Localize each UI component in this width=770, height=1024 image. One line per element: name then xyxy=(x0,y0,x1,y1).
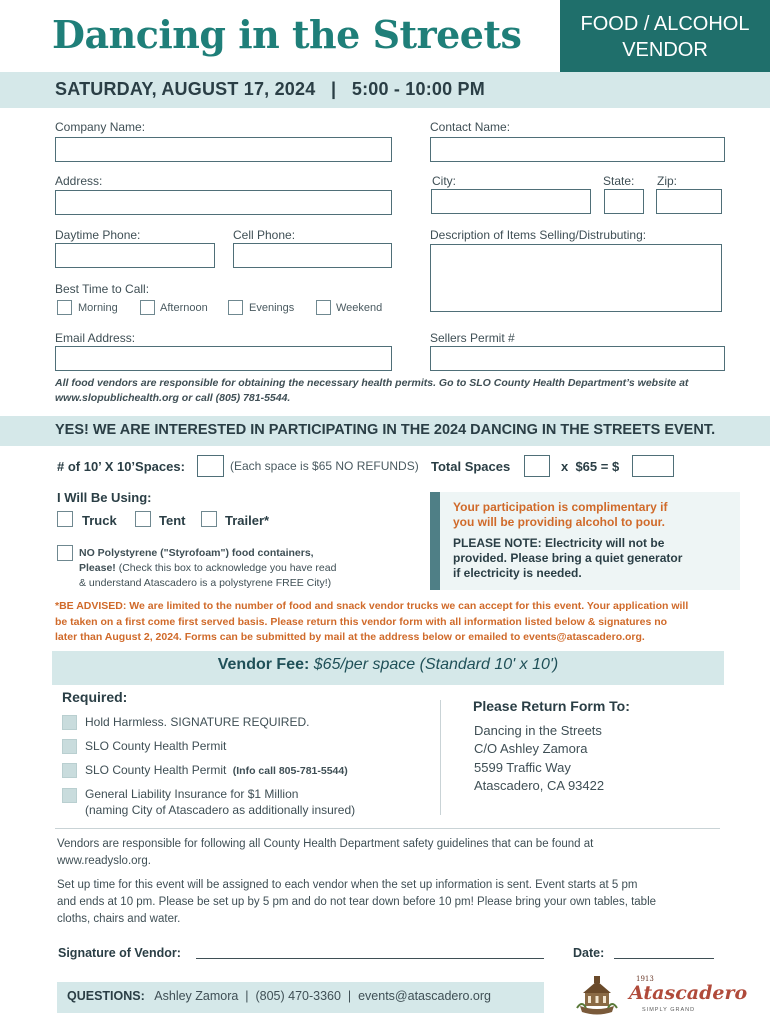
daytime-phone-label: Daytime Phone: xyxy=(55,228,141,242)
electric-line-2: provided. Please bring a quiet generator xyxy=(453,551,683,565)
guidelines-paragraph xyxy=(57,836,727,870)
city-label: City: xyxy=(432,174,456,188)
styrofoam-line-1: NO Polystyrene ("Styrofoam") food containers, xyxy=(79,547,314,559)
styrofoam-please: Please! xyxy=(79,562,116,574)
zip-label: Zip: xyxy=(657,174,678,188)
sellers-permit-field[interactable] xyxy=(430,346,725,371)
total-spaces-field[interactable] xyxy=(524,455,550,477)
address-field[interactable] xyxy=(55,190,392,215)
advised-line-2: be taken on a first come first served basis. Please return this vendor form with all information listed below & signatures no xyxy=(55,615,668,628)
date-line[interactable] xyxy=(614,958,714,959)
spaces-price-note: (Each space is $65 NO REFUNDS) xyxy=(230,459,419,473)
state-field[interactable] xyxy=(604,189,644,214)
return-title: Please Return Form To: xyxy=(473,698,630,714)
weekend-label: Weekend xyxy=(336,302,383,314)
cell-phone-label: Cell Phone: xyxy=(233,228,296,242)
using-label: I Will Be Using: xyxy=(57,490,152,505)
city-field[interactable] xyxy=(431,189,591,214)
questions-text xyxy=(67,989,491,1003)
trailer-label: Trailer* xyxy=(225,513,270,528)
zip-field[interactable] xyxy=(656,189,722,214)
health-permit-checkbox[interactable] xyxy=(62,739,77,754)
health-note-line-1: All food vendors are responsible for obtaining the necessary health permits. Go to SLO County Health Department’s website at xyxy=(55,377,689,389)
setup-paragraph xyxy=(57,877,727,928)
health-permit-2-checkbox[interactable] xyxy=(62,763,77,778)
guidelines-line-1: Vendors are responsible for following all County Health Department safety guidelines that can be found at xyxy=(57,838,594,850)
best-time-label: Best Time to Call: xyxy=(55,282,150,296)
spaces-count-field[interactable] xyxy=(197,455,224,477)
badge-line-1: FOOD / ALCOHOL xyxy=(580,13,750,35)
signature-label: Signature of Vendor: xyxy=(58,946,181,960)
evenings-label: Evenings xyxy=(249,302,295,314)
health-permit-note xyxy=(55,376,735,406)
afternoon-checkbox[interactable] xyxy=(140,300,155,315)
total-multiplier: x $65 = $ xyxy=(561,459,620,474)
trailer-checkbox[interactable] xyxy=(201,511,217,527)
date-label: Date: xyxy=(573,946,605,960)
cell-phone-field[interactable] xyxy=(233,243,392,268)
tent-label: Tent xyxy=(159,513,186,528)
vendor-fee-value: $65/per space (Standard 10' x 10') xyxy=(313,656,559,673)
contact-name-label: Contact Name: xyxy=(430,120,511,134)
styrofoam-note xyxy=(79,546,336,591)
vendor-fee xyxy=(0,656,770,674)
morning-label: Morning xyxy=(78,302,118,314)
page-title: Dancing in the Streets xyxy=(52,12,522,57)
description-field[interactable] xyxy=(430,244,722,312)
vertical-divider xyxy=(440,700,441,815)
atascadero-logo xyxy=(574,972,748,1018)
electric-line-1: PLEASE NOTE: Electricity will not be xyxy=(453,536,665,550)
hold-harmless-label: Hold Harmless. SIGNATURE REQUIRED. xyxy=(85,715,310,729)
morning-checkbox[interactable] xyxy=(57,300,72,315)
truck-label: Truck xyxy=(82,513,117,528)
health-permit-2-label xyxy=(85,762,348,779)
styrofoam-checkbox[interactable] xyxy=(57,545,73,561)
total-amount-field[interactable] xyxy=(632,455,674,477)
logo-tagline: SIMPLY GRAND xyxy=(642,1007,696,1013)
event-date: SATURDAY, AUGUST 17, 2024 | 5:00 - 10:00 PM xyxy=(55,79,485,99)
insurance-label xyxy=(85,786,355,818)
contact-name-field[interactable] xyxy=(430,137,725,162)
electricity-note xyxy=(453,536,682,581)
tent-checkbox[interactable] xyxy=(135,511,151,527)
horizontal-divider xyxy=(55,828,720,829)
company-name-label: Company Name: xyxy=(55,120,146,134)
health-permit-info: (Info call 805-781-5544) xyxy=(232,765,348,777)
signature-line[interactable] xyxy=(196,958,544,959)
logo-est: 1913 xyxy=(636,975,654,983)
state-label: State: xyxy=(603,174,635,188)
email-field[interactable] xyxy=(55,346,392,371)
health-note-line-2: www.slopublichealth.org or call (805) 781-5544. xyxy=(55,392,291,404)
return-line-4: Atascadero, CA 93422 xyxy=(474,778,605,793)
setup-line-1: Set up time for this event will be assigned to each vendor when the set up information is sent. Event starts at 5 pm xyxy=(57,879,638,891)
return-line-3: 5599 Traffic Way xyxy=(474,760,571,775)
city-hall-icon xyxy=(574,972,620,1018)
email-label: Email Address: xyxy=(55,331,136,345)
setup-line-2: and ends at 10 pm. Please be set up by 5 pm and do not tear down before 10 pm! Please bring your own tables, table xyxy=(57,896,657,908)
health-permit-label: SLO County Health Permit xyxy=(85,739,227,753)
alcohol-note xyxy=(453,500,667,530)
sellers-permit-label: Sellers Permit # xyxy=(430,331,515,345)
vendor-fee-label: Vendor Fee: xyxy=(217,656,310,673)
insurance-line-1: General Liability Insurance for $1 Million xyxy=(85,787,299,801)
required-title: Required: xyxy=(62,689,128,705)
total-spaces-label: Total Spaces xyxy=(431,459,511,474)
weekend-checkbox[interactable] xyxy=(316,300,331,315)
interest-banner-text: YES! WE ARE INTERESTED IN PARTICIPATING IN THE 2024 DANCING IN THE STREETS EVENT. xyxy=(55,422,716,438)
alcohol-line-2: you will be providing alcohol to pour. xyxy=(453,515,666,529)
advised-note xyxy=(55,599,735,646)
advised-line-3: later than August 2, 2024. Forms can be submitted by mail at the address below or emailed to events@atascadero.org. xyxy=(55,631,645,643)
styrofoam-line-2-rest: (Check this box to acknowledge you have read xyxy=(115,562,337,574)
vendor-badge xyxy=(560,0,770,72)
logo-name: Atascadero xyxy=(629,982,748,1004)
return-line-2: C/O Ashley Zamora xyxy=(474,741,588,756)
return-line-1: Dancing in the Streets xyxy=(474,723,602,738)
hold-harmless-checkbox[interactable] xyxy=(62,715,77,730)
daytime-phone-field[interactable] xyxy=(55,243,215,268)
badge-line-2: VENDOR xyxy=(622,39,708,61)
health-permit-2-text: SLO County Health Permit xyxy=(85,763,227,777)
questions-contact: Ashley Zamora | (805) 470-3360 | events@atascadero.org xyxy=(154,989,491,1003)
truck-checkbox[interactable] xyxy=(57,511,73,527)
insurance-line-2: (naming City of Atascadero as additionally insured) xyxy=(85,803,356,817)
sidebar-accent xyxy=(430,492,440,590)
address-label: Address: xyxy=(55,174,103,188)
afternoon-label: Afternoon xyxy=(160,302,208,314)
company-name-field[interactable] xyxy=(55,137,392,162)
alcohol-line-1: Your participation is complimentary if xyxy=(453,500,668,514)
evenings-checkbox[interactable] xyxy=(228,300,243,315)
electric-line-3: if electricity is needed. xyxy=(453,566,582,580)
spaces-label: # of 10’ X 10’Spaces: xyxy=(57,459,185,474)
styrofoam-line-3: & understand Atascadero is a polystyrene FREE City!) xyxy=(79,577,332,589)
questions-label: QUESTIONS: xyxy=(67,989,145,1003)
advised-line-1: *BE ADVISED: We are limited to the number of food and snack vendor trucks we can accept for this event. Your application will xyxy=(55,600,689,612)
styrofoam-line-2 xyxy=(79,561,336,576)
setup-line-3: cloths, chairs and water. xyxy=(57,913,181,925)
description-label: Description of Items Selling/Distrubuting: xyxy=(430,228,647,242)
guidelines-line-2: www.readyslo.org. xyxy=(57,855,151,867)
insurance-checkbox[interactable] xyxy=(62,788,77,803)
